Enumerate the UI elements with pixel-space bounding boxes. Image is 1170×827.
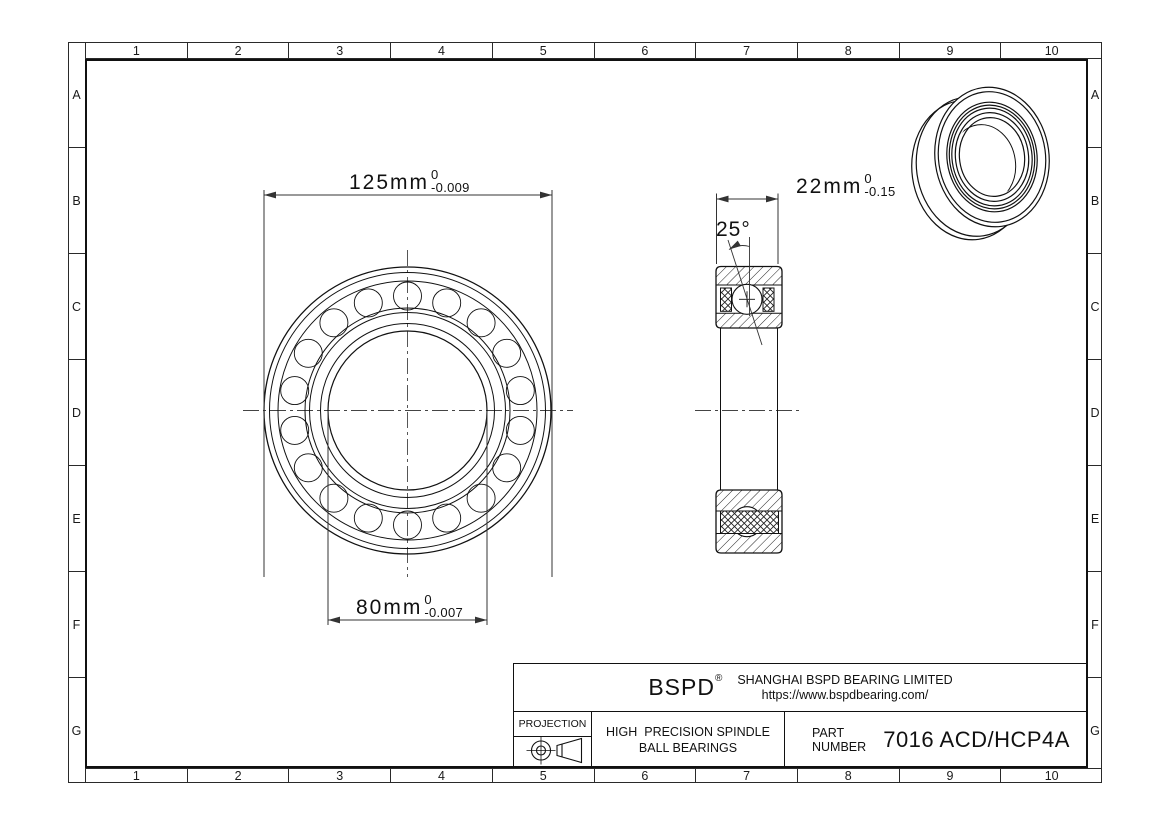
title-block (513, 663, 1088, 768)
grid-col-label: 7 (696, 42, 798, 58)
grid-col-label: 5 (493, 42, 595, 58)
grid-col-label: 8 (798, 42, 900, 58)
grid-row-label: F (68, 572, 85, 678)
grid-col-label: 7 (696, 769, 798, 783)
width-tol-upper: 0 (864, 171, 872, 186)
company-logo (648, 674, 722, 701)
grid-col-label: 2 (188, 42, 290, 58)
grid-col-label: 3 (289, 42, 391, 58)
company-name: SHANGHAI BSPD BEARING LIMITED (737, 672, 953, 687)
product-line1: HIGH PRECISION SPINDLE (606, 724, 770, 739)
grid-col-label: 2 (188, 769, 290, 783)
grid-row-label: C (1088, 254, 1102, 360)
projection-cell (514, 712, 592, 767)
grid-col-label: 5 (493, 769, 595, 783)
grid-col-label: 8 (798, 769, 900, 783)
grid-row-label: G (1090, 723, 1100, 738)
company-website: https://www.bspdbearing.com/ (761, 687, 929, 702)
od-tol-upper: 0 (431, 167, 439, 182)
registered-mark: ® (714, 673, 723, 684)
grid-row-label: C (68, 254, 85, 360)
grid-row-label: E (1088, 466, 1102, 572)
part-number: 7016 ACD/HCP4A (883, 726, 1070, 752)
part-cell (785, 712, 1087, 767)
grid-column-strip-top (85, 42, 1102, 59)
grid-col-label: 9 (900, 769, 1002, 783)
grid-col-label: 1 (86, 769, 188, 783)
grid-row-strip-left (68, 42, 85, 783)
width-dimension-text (796, 171, 896, 199)
title-block-header-row (514, 664, 1087, 712)
product-line2: BALL BEARINGS (638, 740, 738, 755)
grid-col-label: 10 (1044, 769, 1059, 783)
grid-row-label: A (68, 42, 85, 148)
grid-row-label: E (68, 466, 85, 572)
width-tol-lower: -0.15 (864, 183, 896, 199)
od-value: 125mm (349, 171, 430, 194)
grid-row-label: D (68, 360, 85, 466)
logo-text: BSPD (648, 674, 715, 700)
projection-symbol-area (514, 737, 591, 767)
width-value: 22mm (796, 175, 863, 198)
product-cell (592, 712, 785, 767)
grid-col-label: 4 (391, 769, 493, 783)
grid-column-strip-bottom (85, 768, 1102, 783)
od-tol-lower: -0.009 (431, 179, 470, 195)
grid-col-label: 6 (595, 42, 697, 58)
grid-row-label: A (1088, 42, 1102, 148)
bore-value: 80mm (356, 596, 423, 619)
part-label-line1: PART (812, 725, 845, 740)
grid-col-label: 4 (391, 42, 493, 58)
inner-border (85, 59, 1088, 768)
contact-angle-text: 25° (716, 218, 751, 241)
bore-tol-upper: 0 (424, 592, 432, 607)
grid-col-label: 6 (595, 769, 697, 783)
grid-row-label: G (71, 723, 82, 738)
grid-col-label: 3 (289, 769, 391, 783)
grid-col-label: 1 (86, 42, 188, 58)
bore-dimension-text (356, 592, 464, 620)
grid-row-label: F (1088, 572, 1102, 678)
grid-row-strip-right (1088, 42, 1102, 783)
grid-col-label: 10 (1044, 44, 1059, 58)
grid-col-label: 9 (900, 42, 1002, 58)
grid-row-label: D (1088, 360, 1102, 466)
grid-row-label: B (1088, 148, 1102, 254)
part-label-line2: NUMBER (812, 739, 867, 754)
grid-row-label: B (68, 148, 85, 254)
bore-tol-lower: -0.007 (424, 604, 464, 620)
projection-label: PROJECTION (514, 712, 591, 737)
od-dimension-text (349, 167, 470, 195)
title-block-lower-row (514, 712, 1087, 767)
